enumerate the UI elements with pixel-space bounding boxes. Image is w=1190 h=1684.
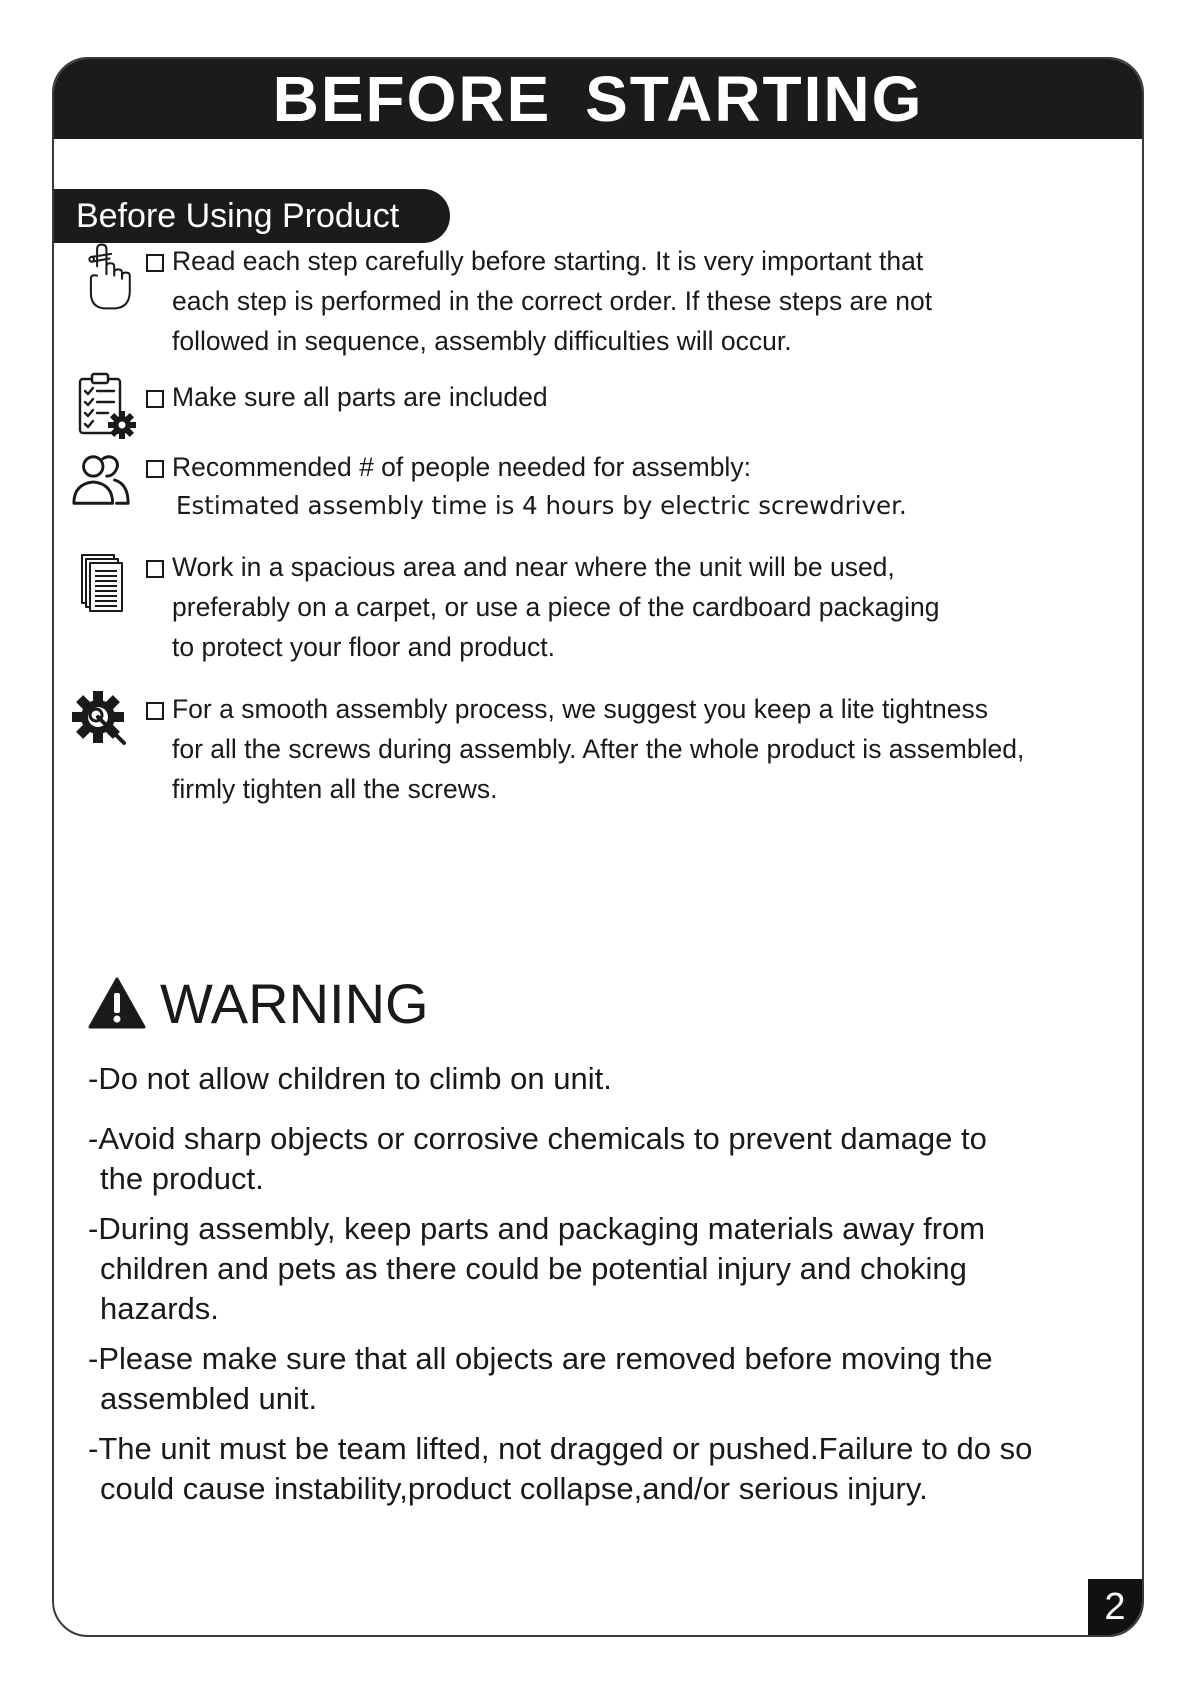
warning-line: -Avoid sharp objects or corrosive chemicals to prevent damage to [88,1121,987,1156]
item-text [172,447,1092,525]
warning-item [88,1119,987,1199]
item-text [172,377,1092,417]
list-item [54,241,1142,361]
item-line: Recommended # of people needed for assembly: [172,452,751,482]
warning-triangle-icon [88,977,146,1029]
item-text [172,241,1092,361]
list-item [54,689,1142,809]
checkbox[interactable] [146,460,164,478]
list-item [54,547,1142,667]
warning-item [88,1059,612,1099]
warning-item [88,1429,1032,1509]
checkbox[interactable] [146,702,164,720]
warning-line: the product. [100,1161,264,1196]
assembly-time-note: Estimated assembly time is 4 hours by electric screwdriver. [176,491,907,520]
checklist-gear-icon [74,371,138,441]
page-number: 2 [1088,1579,1142,1635]
gear-wrench-icon [72,691,132,751]
item-line: for all the screws during assembly. After the whole product is assembled, [172,734,1025,764]
checkbox[interactable] [146,254,164,272]
finger-reminder-icon [76,243,140,313]
checkbox[interactable] [146,390,164,408]
page-frame [52,57,1144,1637]
people-icon [70,449,132,511]
item-line: to protect your floor and product. [172,632,555,662]
warning-line: assembled unit. [100,1381,318,1416]
item-line: followed in sequence, assembly difficulties will occur. [172,326,792,356]
warning-line: -Do not allow children to climb on unit. [88,1061,612,1096]
warning-line: -The unit must be team lifted, not dragged or pushed.Failure to do so [88,1431,1033,1466]
item-line: each step is performed in the correct order. If these steps are not [172,286,933,316]
item-line: Make sure all parts are included [172,382,548,412]
item-line: Read each step carefully before starting. It is very important that [172,246,924,276]
list-item [54,447,1142,537]
item-line: firmly tighten all the screws. [172,774,498,804]
warning-line: -During assembly, keep parts and packaging materials away from [88,1211,986,1246]
item-line: For a smooth assembly process, we suggest you keep a lite tightness [172,694,989,724]
warning-item [88,1339,993,1419]
documents-icon [80,553,126,615]
item-line: Work in a spacious area and near where the unit will be used, [172,552,895,582]
page-title: BEFORE STARTING [54,59,1142,139]
list-item [54,377,1142,447]
section-title: Before Using Product [54,189,450,243]
warning-line: -Please make sure that all objects are removed before moving the [88,1341,993,1376]
warning-item [88,1209,985,1329]
warning-line: children and pets as there could be potential injury and choking [100,1251,967,1286]
warning-line: could cause instability,product collapse,and/or serious injury. [100,1471,928,1506]
warning-line: hazards. [100,1291,219,1326]
checkbox[interactable] [146,560,164,578]
item-text [172,689,1092,809]
item-line: preferably on a carpet, or use a piece of the cardboard packaging [172,592,940,622]
item-text [172,547,1092,667]
warning-title: WARNING [160,972,429,1035]
